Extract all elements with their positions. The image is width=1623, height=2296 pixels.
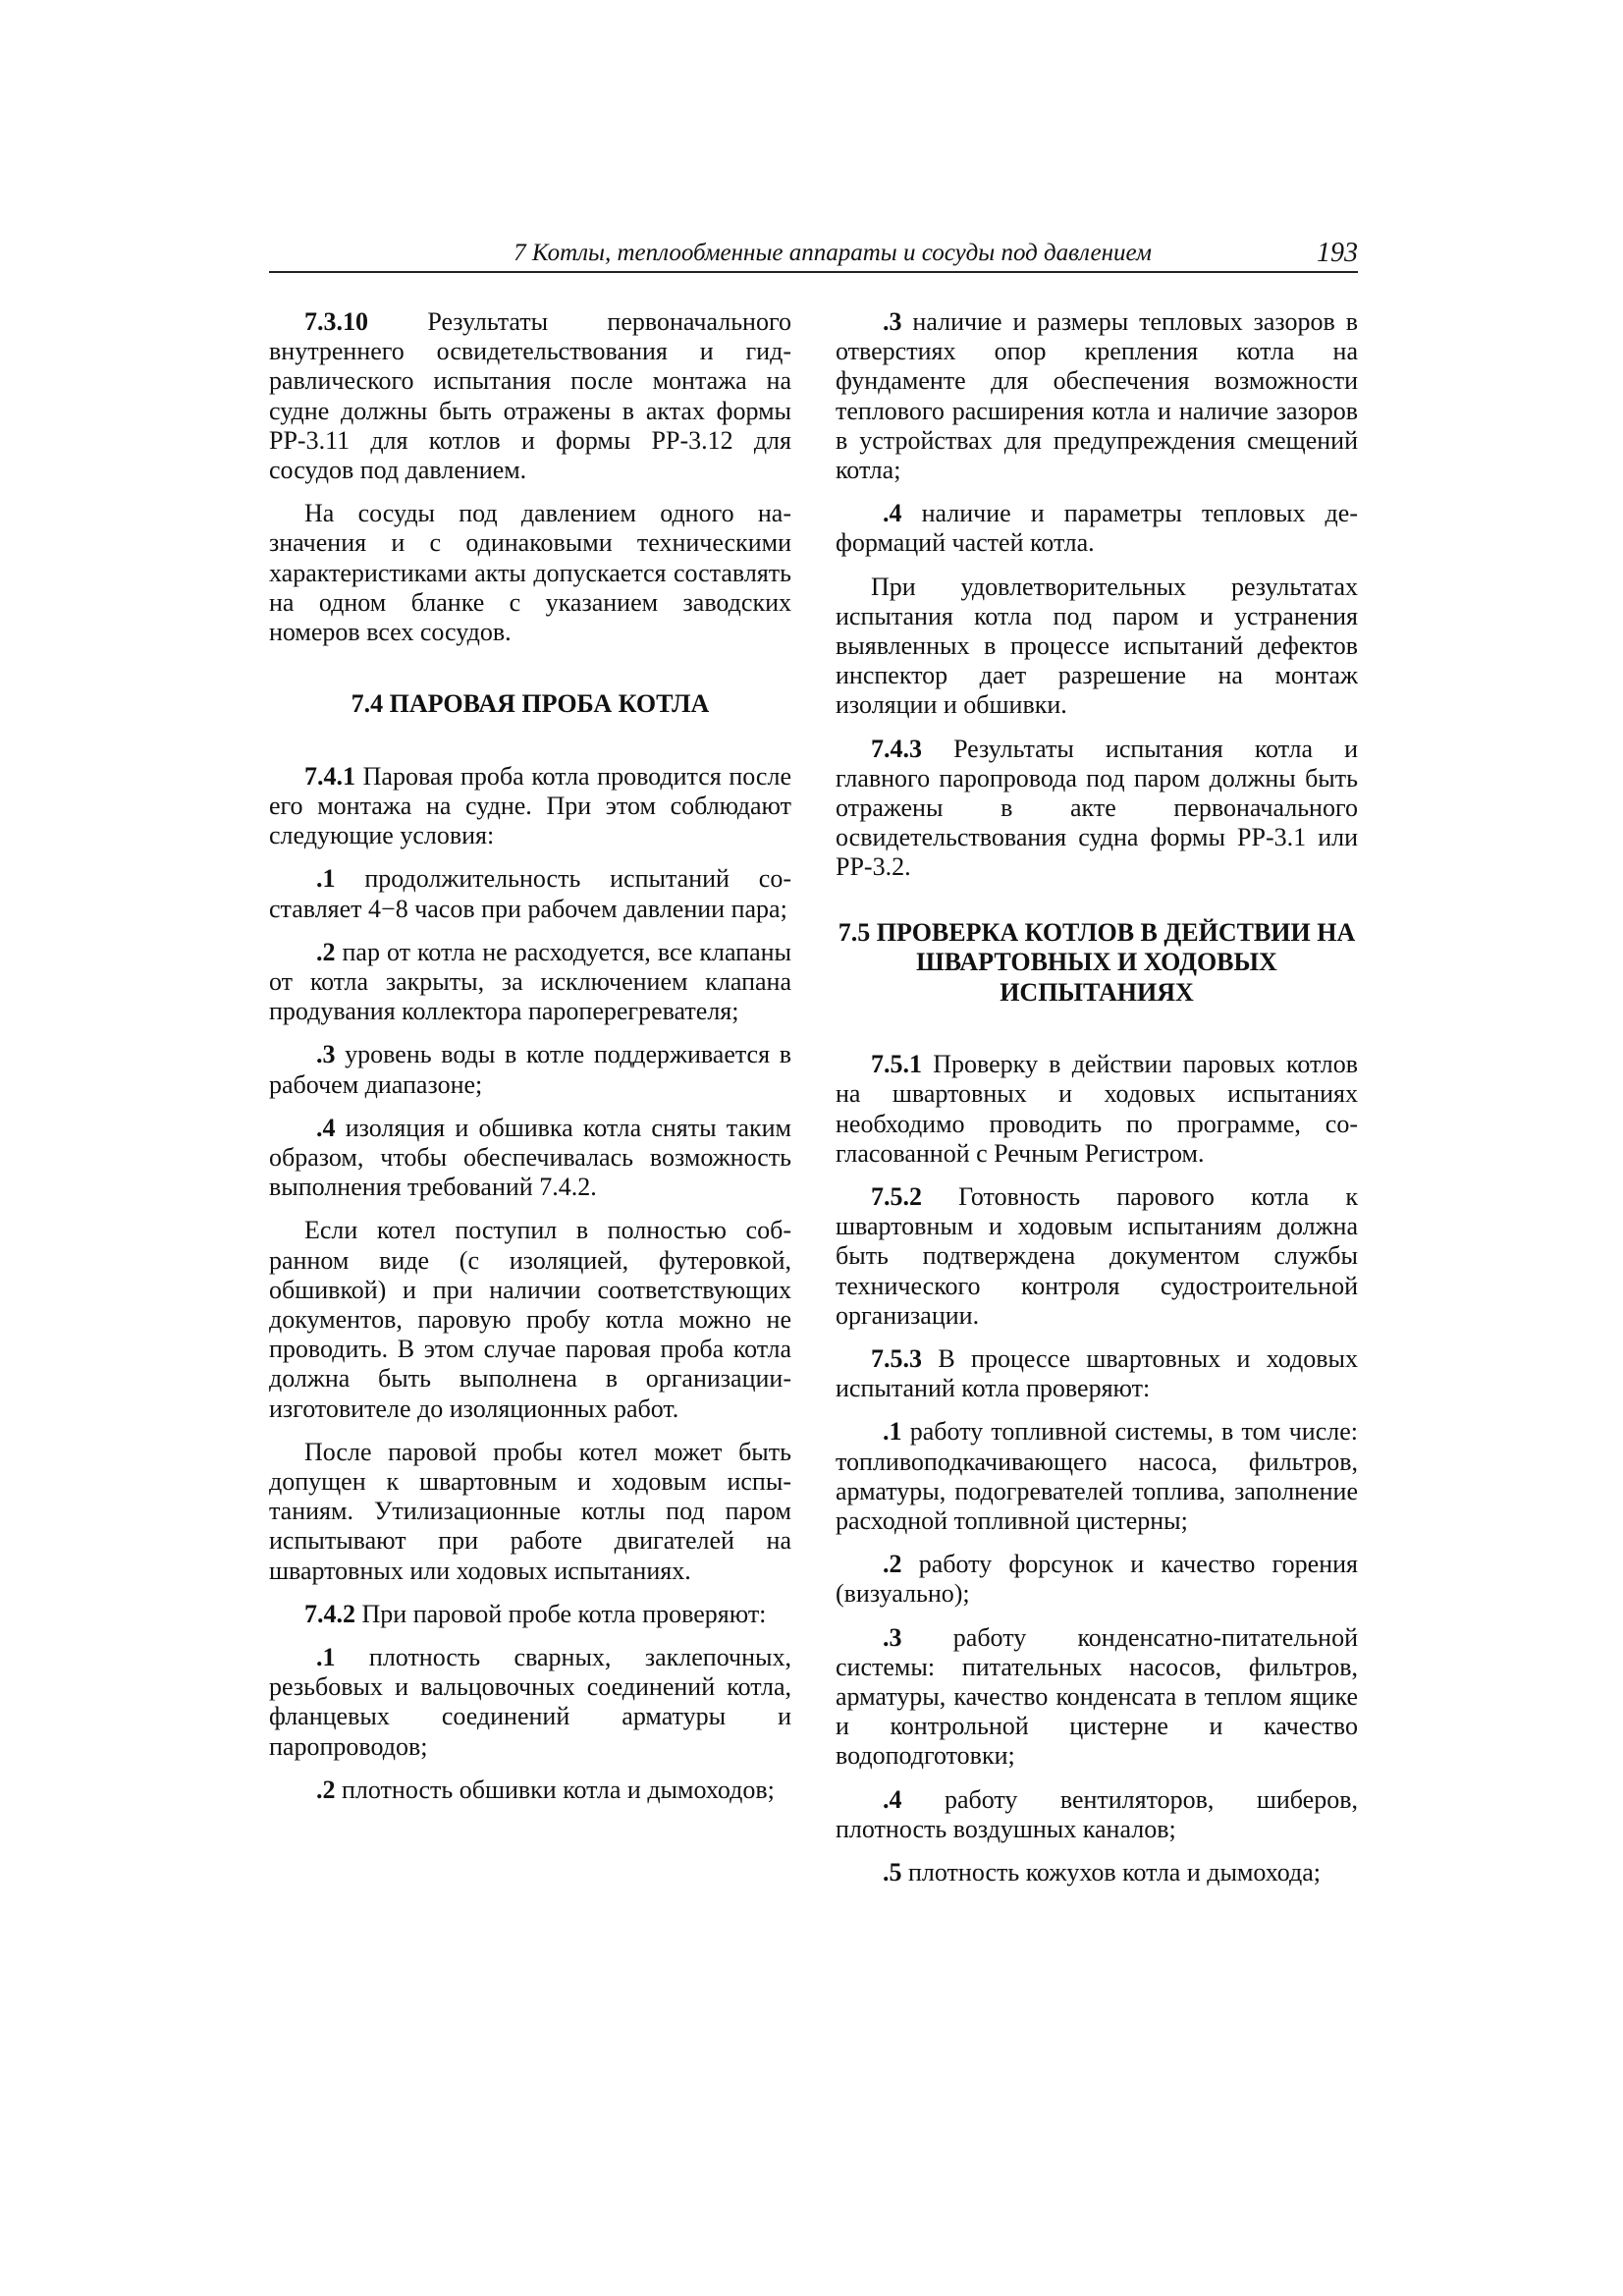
list-item — [836, 1623, 1358, 1772]
item-number: .1 — [883, 1417, 902, 1447]
list-item — [269, 1040, 791, 1099]
item-text: работу конденсатно-питательной системы: питательных насосов, фильтров, арматуры, качество конденсата в теплом ящике и контрольной цистерне и качество водоподготовки; — [836, 1622, 1358, 1771]
right-column — [836, 307, 1358, 1901]
section-heading-7-4: 7.4 ПАРОВАЯ ПРОБА КОТЛА — [351, 689, 710, 719]
section-heading-7-5: 7.5 ПРОВЕРКА КОТЛОВ В ДЕЙСТВИИ НА ШВАРТОВНЫХ И ХОДОВЫХ ИСПЫТАНИЯХ — [838, 917, 1356, 1007]
paragraph: При удовлетворительных результатах испытания котла под паром и устранения выявленных в процессе испытаний дефектов инспектор дает разрешение на монтаж изоляции и обшивки. — [836, 572, 1358, 720]
paragraph-7-5-2 — [836, 1182, 1358, 1331]
running-title: 7 Котлы, теплообменные аппараты и сосуды под давлением — [514, 240, 1152, 266]
item-number: .3 — [883, 307, 902, 336]
item-text: плотность кожухов котла и дымохода; — [901, 1858, 1322, 1887]
paragraph-text: Результаты первоначального внутреннего освидетельствования и гидравлического испытания после монтажа на судне должны быть отражены в актах формы РР-3.11 для котлов и формы РР-3.12 для сосудов под давлением. — [269, 307, 791, 485]
item-number: .2 — [883, 1550, 902, 1579]
list-item — [836, 1417, 1358, 1536]
list-item — [836, 1550, 1358, 1609]
item-number: .2 — [316, 937, 336, 966]
list-item — [269, 1114, 791, 1203]
item-number: .2 — [316, 1775, 336, 1804]
item-number: .4 — [883, 499, 902, 528]
list-item — [836, 1858, 1358, 1887]
paragraph-7-4-2 — [269, 1600, 791, 1629]
item-number: .1 — [316, 1643, 336, 1672]
left-column — [269, 307, 791, 1819]
item-number: .4 — [883, 1784, 902, 1814]
clause-number: 7.5.1 — [871, 1050, 922, 1079]
item-number: .5 — [883, 1858, 902, 1887]
paragraph-7-5-3 — [836, 1344, 1358, 1403]
paragraph-text: Результаты испытания котла и главного паропровода под паром должны быть отражены в акте первоначального освидетельствования судна формы РР-3.1 или РР-3.2. — [836, 734, 1358, 882]
page-number: 193 — [1317, 238, 1358, 268]
list-item — [836, 1785, 1358, 1844]
paragraph-7-3-10 — [269, 307, 791, 485]
paragraph-text: В процессе швартовных и ходовых испытаний котла проверяют: — [836, 1343, 1358, 1403]
running-header — [269, 238, 1358, 273]
item-text: плотность обшивки котла и дымоходов; — [335, 1775, 775, 1804]
list-item — [836, 499, 1358, 558]
paragraph-text: Паровая проба котла проводится после его монтажа на судне. При этом соблюдают следующие условия: — [269, 761, 791, 850]
item-text: изоляция и обшивка котла сняты таким образом, чтобы обеспечивалась возможность выполнения требований 7.4.2. — [269, 1113, 791, 1202]
paragraph-text: Готовность парового котла к швартовным и ходовым испытаниям должна быть подтверждена документом службы технического контроля судостроительной организации. — [836, 1181, 1358, 1330]
item-number: .4 — [316, 1113, 336, 1142]
paragraph-7-4-3 — [836, 735, 1358, 883]
paragraph-text: При паровой пробе котла проверяют: — [355, 1599, 767, 1628]
clause-number: 7.5.3 — [871, 1343, 922, 1373]
item-text: работу вентиляторов, шиберов, плотность воздушных каналов; — [836, 1784, 1358, 1843]
list-item — [269, 938, 791, 1027]
list-item — [269, 1776, 791, 1805]
paragraph: На сосуды под давлением одного назначения и с одинаковыми техническими характеристиками акты допускается составлять на одном бланке с указанием заводских номеров всех сосудов. — [269, 499, 791, 647]
paragraph-7-5-1 — [836, 1050, 1358, 1169]
item-text: уровень воды в котле поддерживается в рабочем диапазоне; — [269, 1040, 791, 1099]
item-text: плотность сварных, заклепочных, резьбовых и вальцовочных соединений котла, фланцевых соединений арматуры и паропроводов; — [269, 1643, 791, 1761]
paragraph-7-4-1 — [269, 762, 791, 851]
item-number: .3 — [316, 1040, 336, 1069]
item-number: .3 — [883, 1622, 902, 1652]
paragraph-text: Проверку в действии паровых котлов на швартовных и ходовых испытаниях необходимо проводить по программе, согласованной с Речным Регистром. — [836, 1050, 1358, 1168]
item-text: работу топливной системы, в том числе: топливоподкачивающего насоса, фильтров, арматуры, подогревателей топлива, заполнение расходной топливной цистерны; — [836, 1417, 1358, 1535]
item-text: пар от котла не расходуется, все клапаны от котла закрыты, за исключением клапана продувания коллектора пароперегревателя; — [269, 937, 791, 1026]
paragraph: После паровой пробы котел может быть допущен к швартовным и ходовым испытаниям. Утилизационные котлы под паром испытывают при работе двигателей на швартовных или ходовых испытаниях. — [269, 1437, 791, 1585]
clause-number: 7.4.3 — [871, 734, 922, 763]
item-text: работу форсунок и качество горения (визуально); — [836, 1550, 1358, 1609]
list-item — [836, 307, 1358, 485]
item-text: наличие и параметры тепловых деформаций частей котла. — [836, 499, 1358, 558]
item-number: .1 — [316, 864, 336, 894]
paragraph: Если котел поступил в полностью собранном виде (с изоляцией, футеровкой, обшивкой) и при наличии соответствующих документов, паровую пробу котла можно не проводить. В этом случае паровая проба котла должна быть выполнена в организации-изготовителе до изоляционных работ. — [269, 1216, 791, 1423]
list-item — [269, 864, 791, 923]
item-text: наличие и размеры тепловых зазоров в отверстиях опор крепления котла на фундаменте для обеспечения возможности теплового расширения котла и наличие зазоров в устройствах для предупреждения смещений котла; — [836, 307, 1358, 485]
clause-number: 7.5.2 — [871, 1181, 922, 1211]
clause-number: 7.4.2 — [304, 1599, 355, 1628]
item-text: продолжительность испытаний составляет 4−8 часов при рабочем давлении пара; — [269, 864, 791, 923]
list-item — [269, 1643, 791, 1762]
clause-number: 7.3.10 — [304, 307, 368, 336]
clause-number: 7.4.1 — [304, 761, 355, 791]
